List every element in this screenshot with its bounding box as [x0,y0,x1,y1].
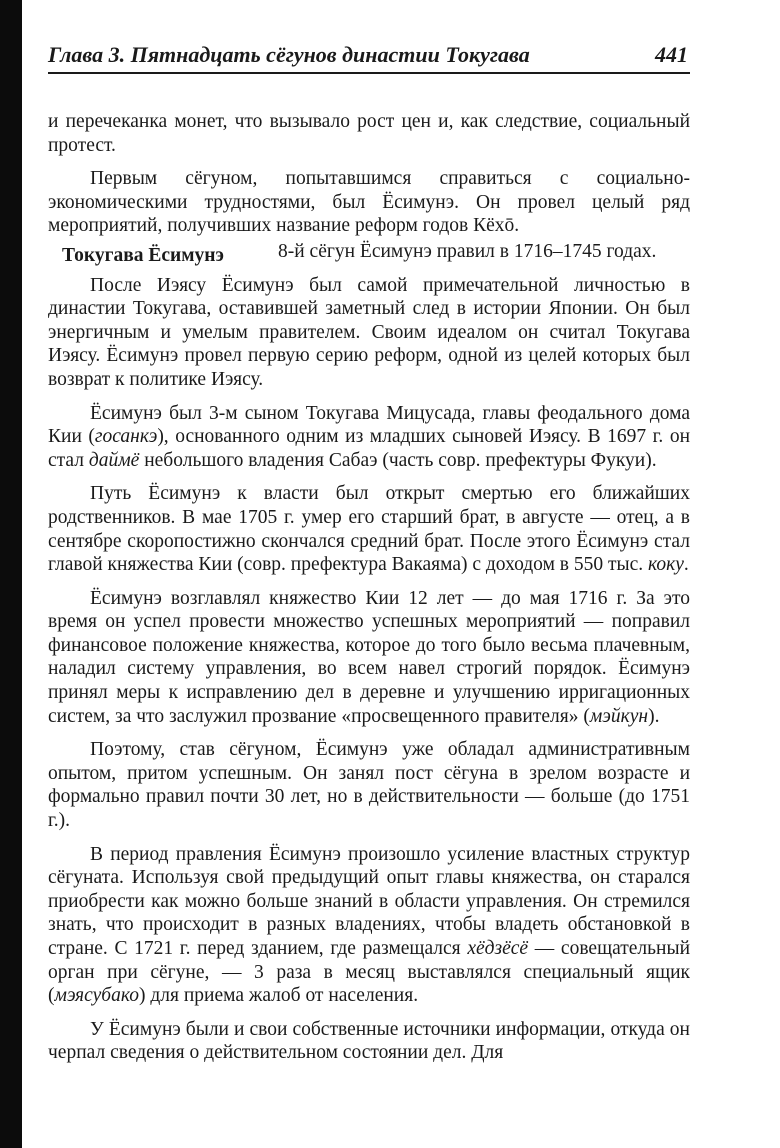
term-hyojosho: хёдзёсё [467,938,529,959]
text-span: В период правления Ёсимунэ произошло усиление властных структур сёгуната. Используя свой предыдущий опыт главы княжества, он старался приобрести как можно больше знаний в области управления. Он стремился знать, что происходит в разных владениях, чтобы владеть обстановкой в стране. С 1721 г. перед зданием, где размещался [48,843,690,959]
ruler-description: 8-й сёгун Ёсимунэ правил в 1716–1745 годах. [278,240,657,262]
chapter-title: Глава 3. Пятнадцать сёгунов династии Токугава [48,42,530,67]
text-span: Ёсимунэ возглавлял княжество Кии 12 лет — до мая 1716 г. За это время он успел провести множество успешных мероприятий — поправил финансовое положение княжества, которое до того было весьма плачевным, наладил систему управления, во всем навел строгий порядок. Ёсимунэ принял меры к исправлению дел в деревне и улучшению ирригационных систем, за что заслужил прозвание «просвещенного правителя» ( [48,587,690,727]
term-meyasubako: мэясубако [54,985,139,1007]
paragraph-4 [48,402,690,473]
running-header [48,40,690,74]
page-number: 441 [655,42,688,67]
text-span: ) для приема жалоб от населения. [138,985,419,1007]
text-span: ), основанного одним из младших сыновей Иэясу. В 1697 г. он стал [48,426,691,471]
paragraph-7: Поэтому, став сёгуном, Ёсимунэ уже обладал административным опытом, притом успешным. Он занял пост сёгуна в зрелом возрасте и формально правил почти 30 лет, но в действительности — больше (до 1751 г.). [48,739,690,832]
ruler-name: Токугава Ёсимунэ [62,244,224,266]
book-page [48,40,690,1065]
paragraph-2: Первым сёгуном, попытавшимся справиться с социально-экономическими трудностями, был Ёсимунэ. Он провел целый ряд мероприятий, получивших название реформ годов Кёхō. [48,168,690,237]
text-span: небольшого владения Сабаэ (часть совр. префектуры Фукуи). [139,449,657,471]
page-body [48,110,690,1065]
paragraph-1: и перечеканка монет, что вызывало рост цен и, как следствие, социальный протест. [48,111,690,156]
term-daimyo: даймё [88,449,140,471]
text-span: Ёсимунэ был 3-м сыном Токугава Мицусада, главы феодального дома Кии ( [48,402,690,448]
paragraph-3: После Иэясу Ёсимунэ был самой примечательной личностью в династии Токугава, оставившей заметный след в истории Японии. Он был энергичным и умелым правителем. Своим идеалом он считал Токугава Иэясу. Ёсимунэ провел первую серию реформ, одной из целей которых был возврат к политике Иэясу. [48,274,690,390]
text-span: — совещательный орган при сёгуне, — 3 раза в месяц выставлялся специальный ящик ( [48,938,691,1007]
paragraph-9: У Ёсимунэ были и свои собственные источники информации, откуда он черпал сведения о действительном состоянии дел. Для [48,1018,690,1064]
paragraph-8 [48,843,690,1008]
scan-shadow-edge [0,0,22,1148]
term-gosanke: госанкэ [94,426,158,448]
term-koku: коку [648,554,684,576]
paragraph-6 [48,587,690,729]
text-span: Путь Ёсимунэ к власти был открыт смертью его ближайших родственников. В мае 1705 г. умер его старший брат, в августе — отец, а в сентябре скоропостижно скончался средний брат. После этого Ёсимунэ стал главой княжества Кии (совр. префектура Вакаяма) с доходом в 550 тыс. [48,483,690,576]
paragraph-5 [48,482,690,576]
text-span: . [683,554,689,576]
term-meikun: мэйкун [589,705,649,727]
text-span: ). [648,705,660,727]
ruler-sidebar [48,240,690,268]
